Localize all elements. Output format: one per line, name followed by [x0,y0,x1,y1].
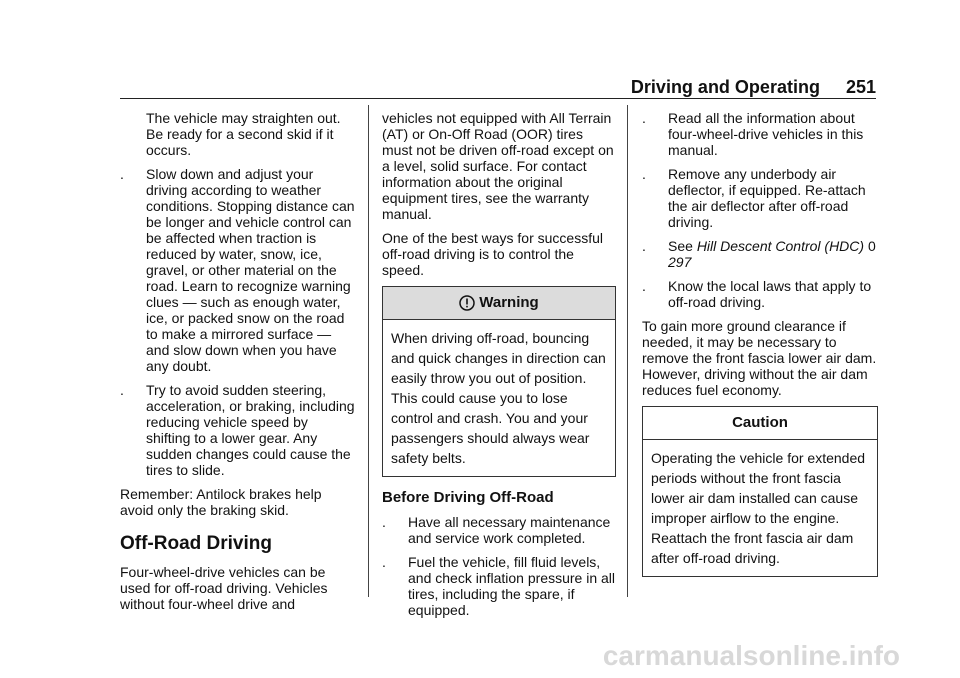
warning-text: When driving off-road, bouncing and quick changes in direction can easily throw you out of position. This could cause you to lose control and crash. You and your passengers should always wear safety belts. [391,330,606,466]
bullet: . [642,166,646,182]
bullet: . [382,554,386,570]
list-item-text: Remove any underbody air deflector, if equipped. Re-attach the air deflector after off-road driving. [668,166,866,230]
bullet: . [382,514,386,530]
column-3 [642,110,878,589]
bullet: . [642,110,646,126]
see-prefix: See [668,238,697,254]
caution-header [643,407,877,440]
section-title: Driving and Operating [630,77,820,97]
bullet: . [642,278,646,294]
section-paragraph: Four-wheel-drive vehicles can be used for off-road driving. Vehicles without four-wheel drive and [120,564,328,612]
subheading: Before Driving Off-Road [382,489,554,506]
list-item [382,514,616,546]
list-item [120,382,356,478]
warning-icon [459,295,475,311]
list-item-text: Have all necessary maintenance and service work completed. [408,514,611,546]
warning-header [383,287,615,320]
remember-text: Remember: Antilock brakes help avoid only the braking skid. [120,486,322,518]
paragraph: vehicles not equipped with All Terrain (AT) or On-Off Road (OOR) tires must not be driven off-road except on a level, solid surface. For contact information about the original equipment tires, see the warranty manual. [382,110,614,222]
list-item [642,238,878,270]
page-ref-arrow-icon: 0 [867,238,876,254]
watermark: carmanualsonline.info [602,640,900,671]
bullet: . [120,382,124,398]
list-item [642,278,878,310]
caution-box [642,406,878,577]
cross-reference-link[interactable]: Hill Descent Control (HDC) [696,238,865,254]
column-divider [627,105,628,597]
warning-box [382,286,616,477]
header-rule [120,98,876,99]
bullet: . [642,238,646,254]
page-header [120,70,876,98]
list-item-text: Fuel the vehicle, fill fluid levels, and check inflation pressure in all tires, including the spare, if equipped. [408,554,616,618]
intro-text: The vehicle may straighten out. Be ready for a second skid if it occurs. [146,110,341,158]
list-item-text [668,238,878,270]
bullet: . [120,166,124,182]
list-item-text: Slow down and adjust your driving according to weather conditions. Stopping distance can be longer and vehicle control can be affected when traction is reduced by water, snow, ice, gravel, or other material on the road. Learn to recognize warning clues — such as enough water, ice, or packed snow on the road to make a mirrored surface — and slow down when you have any doubt. [146,166,355,374]
column-divider [368,105,369,597]
paragraph: One of the best ways for successful off-road driving is to control the speed. [382,230,603,278]
list-item [642,110,878,158]
warning-title: Warning [479,294,539,311]
column-1 [120,110,356,620]
list-item-text: Know the local laws that apply to off-road driving. [668,278,872,310]
paragraph: To gain more ground clearance if needed, it may be necessary to remove the front fascia lower air dam. However, driving without the air dam reduces fuel economy. [642,318,877,398]
section-heading: Off-Road Driving [120,533,272,554]
list-item-text: Read all the information about four-wheel-drive vehicles in this manual. [668,110,864,158]
caution-text: Operating the vehicle for extended periods without the front fascia lower air dam installed can cause improper airflow to the engine. Reattach the front fascia air dam after off-road driving. [651,450,866,566]
list-item [382,554,616,618]
reference-page-number[interactable]: 297 [668,254,692,270]
list-item-text: Try to avoid sudden steering, acceleration, or braking, including reducing vehicle speed by shifting to a lower gear. Any sudden changes could cause the tires to slide. [146,382,355,478]
list-item [120,166,356,374]
list-item [642,166,878,230]
column-2 [382,110,616,626]
caution-title: Caution [732,414,788,431]
page-number: 251 [845,77,876,97]
